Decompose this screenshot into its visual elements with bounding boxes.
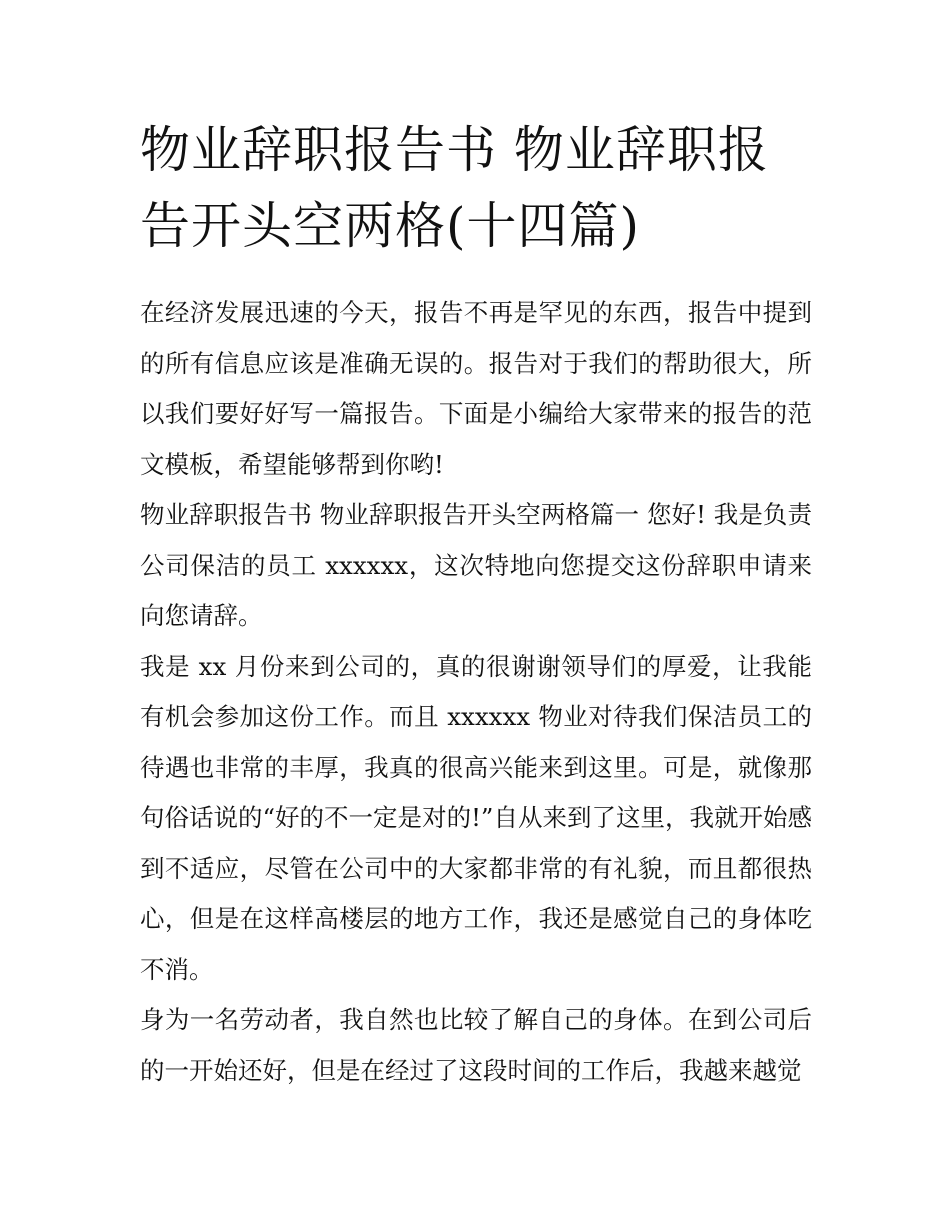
paragraph-reason: 我是 xx 月份来到公司的，真的很谢谢领导们的厚爱，让我能有机会参加这份工作。而且 xxxxxx 物业对待我们保洁员工的待遇也非常的丰厚，我真的很高兴能来到这里。可是，就像那句俗话说的“好的不一定是对的!”自从来到了这里，我就开始感到不适应，尽管在公司中的大家都非常的有礼貌，而且都很热心，但是在这样高楼层的地方工作，我还是感觉自己的身体吃不消。 bbox=[140, 651, 812, 984]
document-body bbox=[140, 288, 812, 1096]
document-title: 物业辞职报告书 物业辞职报告开头空两格(十四篇) bbox=[140, 121, 769, 255]
paragraph-health: 身为一名劳动者，我自然也比较了解自己的身体。在到公司后的一开始还好，但是在经过了这段时间的工作后，我越来越觉 bbox=[140, 1005, 812, 1085]
paragraph-intro: 在经济发展迅速的今天，报告不再是罕见的东西，报告中提到的所有信息应该是准确无误的。报告对于我们的帮助很大，所以我们要好好写一篇报告。下面是小编给大家带来的报告的范文模板，希望能够帮到你哟! bbox=[140, 298, 812, 479]
paragraph-greeting: 物业辞职报告书 物业辞职报告开头空两格篇一 您好! 我是负责公司保洁的员工 xxxxxx，这次特地向您提交这份辞职申请来向您请辞。 bbox=[140, 500, 812, 630]
document-page bbox=[140, 112, 812, 1096]
